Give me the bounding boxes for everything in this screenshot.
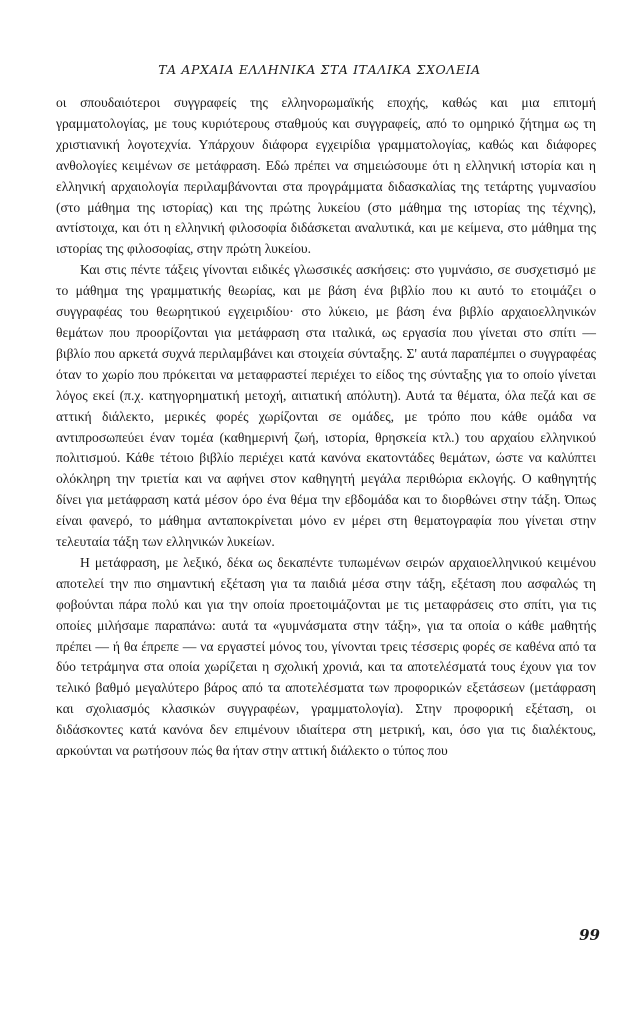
page-number: 99	[579, 926, 600, 944]
body-text	[56, 93, 596, 762]
paragraph-continued: οι σπουδαιότεροι συγγραφείς της ελληνορωμαϊκής εποχής, καθώς και μια επιτομή γραμματολογίας, με τους κυριότερους σταθμούς και συγγραφείς, από το ομηρικό ζήτημα ως τη χριστιανική λογοτεχνία. Υπάρχουν διάφορα εγχειρίδια γραμματολογίας, καθώς και διάφορες ανθολογίες κειμένων σε μετάφραση. Εδώ πρέπει να σημειώσουμε ότι η ελληνική ιστορία και η ελληνική αρχαιολογία περιλαμβάνονται στα προγράμματα διδασκαλίας της τετάρτης γυμνασίου (στο μάθημα της ιστορίας) και της πρώτης λυκείου (στο μάθημα της ιστορίας της τέχνης), αντίστοιχα, και ότι η ελληνική φιλοσοφία διδάσκεται αναλυτικά, και με κείμενα, στο μάθημα της ιστορίας της φιλοσοφίας, στην πρώτη λυκείου.	[56, 95, 596, 257]
paragraph-translation-exam: Η μετάφραση, με λεξικό, δέκα ως δεκαπέντε τυπωμένων σειρών αρχαιοελληνικού κειμένου αποτελεί την πιο σημαντική εξέταση για τα παιδιά μέσα στην τάξη, εξέταση που ασφαλώς τη φοβούνται πάρα πολύ και για την οποία προετοιμάζονται με τις μεταφράσεις στο σπίτι, για τις οποίες μιλήσαμε παραπάνω: αυτά τα «γυμνάσματα στην τάξη», για τα οποία ο κάθε μαθητής πρέπει — ή θα έπρεπε — να εργαστεί μόνος του, γίνονται τρεις τέσσερις φορές σε καθένα από τα δύο τετράμηνα στα οποία χωρίζεται η σχολική χρονιά, και τα αποτελέσματά τους έχουν για τον τελικό βαθμό μεγαλύτερο βάρος από τα αποτελέσματα των προφορικών εξετάσεων (μετάφραση και σχολιασμός κλασικών συγγραφέων, γραμματολογία). Στην προφορική εξέταση, οι διδάσκοντες κατά κανόνα δεν επιμένουν ιδιαίτερα στη μετρική, και, όσο για τις διαλέκτους, αρκούνται να ρωτήσουν πώς θα ήταν στην αττική διάλεκτο ο τύπος που	[56, 554, 596, 759]
paragraph-language-exercises: Και στις πέντε τάξεις γίνονται ειδικές γλωσσικές ασκήσεις: στο γυμνάσιο, σε συσχετισμό με το μάθημα της γραμματικής θεωρίας, και με βάση ένα βιβλίο που κι αυτό το ετοιμάζει ο συγγραφέας του θεωρητικού εγχειριδίου· στο λύκειο, με βάση ένα βιβλίο αρχαιοελληνικών θεμάτων που προορίζονται για μετάφραση στα ιταλικά, ως εργασία που γίνεται στο σπίτι — βιβλίο που αρκετά συχνά περιλαμβάνει και στοιχεία σύνταξης. Σ' αυτά παραπέμπει ο συγγραφέας όταν το χωρίο που πρόκειται να μεταφραστεί περιέχει το είδος της σύνταξης για το οποίο γίνεται λόγος εκεί (π.χ. κατηγορηματική μετοχή, αιτιατική απόλυτη). Αυτά τα θέματα, όλα πεζά και σε αττική διάλεκτο, μερικές φορές χωρίζονται σε ομάδες, με τρόπο που κάθε ομάδα να αντιπροσωπεύει έναν τομέα (καθημερινή ζωή, ιστορία, θρησκεία κτλ.) του αρχαίου ελληνικού πολιτισμού. Κάθε τέτοιο βιβλίο περιέχει κατά κανόνα εκατοντάδες θεμάτων, ώστε να καλύπτει ολόκληρη την τριετία και να αφήνει στον καθηγητή μεγάλα περιθώρια εκλογής. Ο καθηγητής δίνει για μετάφραση κατά μέσον όρο ένα θέμα την εβδομάδα και το διορθώνει στην τάξη. Όπως είναι φανερό, το μάθημα ανταποκρίνεται μόνο εν μέρει στη θεματογραφία που γίνεται στην τελευταία τάξη των ελληνικών λυκείων.	[56, 262, 596, 550]
running-head: ΤΑ ΑΡΧΑΙΑ ΕΛΛΗΝΙΚΑ ΣΤΑ ΙΤΑΛΙΚΑ ΣΧΟΛΕΙΑ	[158, 62, 481, 77]
